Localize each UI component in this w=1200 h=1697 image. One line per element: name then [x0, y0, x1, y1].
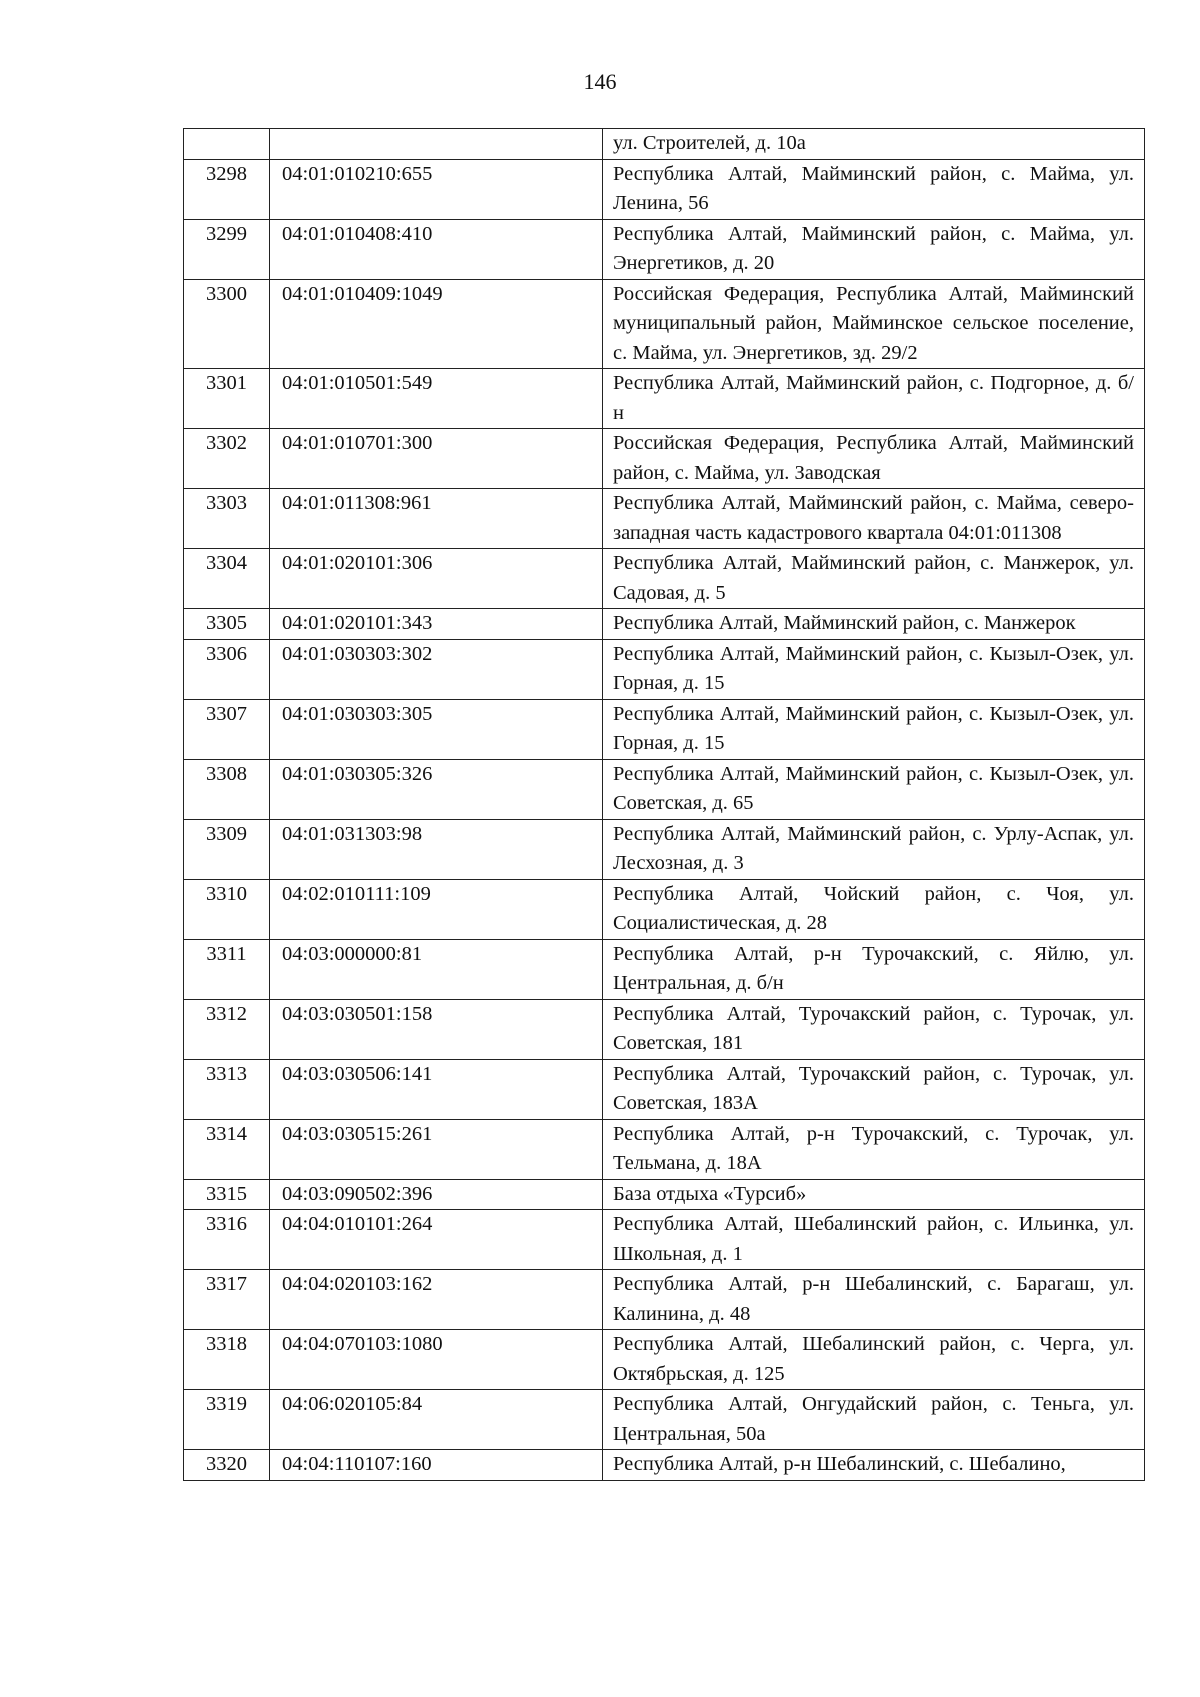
table-row — [184, 369, 1145, 429]
row-number-cell: 3318 — [184, 1330, 270, 1390]
cadastral-number-cell: 04:04:020103:162 — [270, 1270, 603, 1330]
row-number-cell: 3312 — [184, 999, 270, 1059]
address-cell: Российская Федерация, Республика Алтай, Майминский район, с. Майма, ул. Заводская — [603, 429, 1145, 489]
cadastral-number-cell: 04:02:010111:109 — [270, 879, 603, 939]
page-number: 146 — [583, 69, 617, 94]
row-number-cell: 3302 — [184, 429, 270, 489]
address-cell: Республика Алтай, р-н Турочакский, с. Турочак, ул. Тельмана, д. 18А — [603, 1119, 1145, 1179]
table-row — [184, 699, 1145, 759]
table-row — [184, 1210, 1145, 1270]
table-row — [184, 549, 1145, 609]
row-number-cell: 3300 — [184, 279, 270, 369]
row-number-cell: 3298 — [184, 159, 270, 219]
address-cell: Республика Алтай, Майминский район, с. Кызыл-Озек, ул. Советская, д. 65 — [603, 759, 1145, 819]
table-row — [184, 1450, 1145, 1481]
row-number-cell: 3308 — [184, 759, 270, 819]
address-cell: ул. Строителей, д. 10а — [603, 129, 1145, 160]
cadastral-number-cell: 04:03:030501:158 — [270, 999, 603, 1059]
table-row — [184, 129, 1145, 160]
row-number-cell: 3310 — [184, 879, 270, 939]
table-row — [184, 759, 1145, 819]
address-cell: Республика Алтай, Шебалинский район, с. Черга, ул. Октябрьская, д. 125 — [603, 1330, 1145, 1390]
row-number-cell: 3317 — [184, 1270, 270, 1330]
address-cell: Республика Алтай, Майминский район, с. Урлу-Аспак, ул. Лесхозная, д. 3 — [603, 819, 1145, 879]
cadastral-number-cell: 04:01:010409:1049 — [270, 279, 603, 369]
table-row — [184, 819, 1145, 879]
row-number-cell: 3316 — [184, 1210, 270, 1270]
table-row — [184, 939, 1145, 999]
cadastral-number-cell: 04:01:011308:961 — [270, 489, 603, 549]
cadastral-number-cell: 04:04:010101:264 — [270, 1210, 603, 1270]
address-cell: Республика Алтай, Майминский район, с. Майма, ул. Ленина, 56 — [603, 159, 1145, 219]
address-cell: Республика Алтай, Майминский район, с. Кызыл-Озек, ул. Горная, д. 15 — [603, 639, 1145, 699]
cadastral-number-cell: 04:01:010408:410 — [270, 219, 603, 279]
cadastral-number-cell: 04:03:090502:396 — [270, 1179, 603, 1210]
row-number-cell: 3313 — [184, 1059, 270, 1119]
cadastral-number-cell: 04:01:030303:305 — [270, 699, 603, 759]
cadastral-number-cell: 04:01:020101:343 — [270, 609, 603, 640]
table-row — [184, 279, 1145, 369]
table-row — [184, 1059, 1145, 1119]
address-cell: Республика Алтай, Майминский район, с. Манжерок — [603, 609, 1145, 640]
row-number-cell: 3304 — [184, 549, 270, 609]
cadastral-number-cell: 04:01:030305:326 — [270, 759, 603, 819]
row-number-cell: 3306 — [184, 639, 270, 699]
row-number-cell: 3319 — [184, 1390, 270, 1450]
address-cell: Республика Алтай, Майминский район, с. Майма, ул. Энергетиков, д. 20 — [603, 219, 1145, 279]
row-number-cell: 3307 — [184, 699, 270, 759]
address-cell: Республика Алтай, Майминский район, с. Манжерок, ул. Садовая, д. 5 — [603, 549, 1145, 609]
table-row — [184, 1119, 1145, 1179]
table-row — [184, 1179, 1145, 1210]
row-number-cell: 3314 — [184, 1119, 270, 1179]
cadastral-number-cell: 04:04:110107:160 — [270, 1450, 603, 1481]
row-number-cell: 3299 — [184, 219, 270, 279]
row-number-cell: 3320 — [184, 1450, 270, 1481]
row-number-cell: 3305 — [184, 609, 270, 640]
table-row — [184, 639, 1145, 699]
table-row — [184, 489, 1145, 549]
cadastral-number-cell: 04:06:020105:84 — [270, 1390, 603, 1450]
address-cell: Республика Алтай, Онгудайский район, с. Теньга, ул. Центральная, 50а — [603, 1390, 1145, 1450]
cadastral-number-cell: 04:01:020101:306 — [270, 549, 603, 609]
address-cell: Республика Алтай, Шебалинский район, с. Ильинка, ул. Школьная, д. 1 — [603, 1210, 1145, 1270]
table-row — [184, 879, 1145, 939]
table-row — [184, 219, 1145, 279]
cadastral-number-cell: 04:03:000000:81 — [270, 939, 603, 999]
address-cell: Республика Алтай, Чойский район, с. Чоя, ул. Социалистическая, д. 28 — [603, 879, 1145, 939]
row-number-cell: 3301 — [184, 369, 270, 429]
cadastral-number-cell: 04:03:030515:261 — [270, 1119, 603, 1179]
cadastral-number-cell: 04:03:030506:141 — [270, 1059, 603, 1119]
cadastral-number-cell: 04:04:070103:1080 — [270, 1330, 603, 1390]
address-cell: Республика Алтай, р-н Турочакский, с. Яйлю, ул. Центральная, д. б/н — [603, 939, 1145, 999]
address-cell: Республика Алтай, Майминский район, с. Кызыл-Озек, ул. Горная, д. 15 — [603, 699, 1145, 759]
address-cell: Республика Алтай, Турочакский район, с. Турочак, ул. Советская, 183А — [603, 1059, 1145, 1119]
table-row — [184, 1270, 1145, 1330]
row-number-cell: 3311 — [184, 939, 270, 999]
address-cell: Республика Алтай, р-н Шебалинский, с. Шебалино, — [603, 1450, 1145, 1481]
address-cell: Республика Алтай, Турочакский район, с. Турочак, ул. Советская, 181 — [603, 999, 1145, 1059]
table-row — [184, 999, 1145, 1059]
address-cell: Российская Федерация, Республика Алтай, Майминский муниципальный район, Майминское сельское поселение, с. Майма, ул. Энергетиков, зд. 29/2 — [603, 279, 1145, 369]
row-number-cell: 3315 — [184, 1179, 270, 1210]
cadastral-number-cell — [270, 129, 603, 160]
cadastral-number-cell: 04:01:010701:300 — [270, 429, 603, 489]
row-number-cell — [184, 129, 270, 160]
cadastral-number-cell: 04:01:031303:98 — [270, 819, 603, 879]
address-cell: Республика Алтай, р-н Шебалинский, с. Барагаш, ул. Калинина, д. 48 — [603, 1270, 1145, 1330]
table-row — [184, 1330, 1145, 1390]
table-body — [184, 129, 1145, 1481]
table-row — [184, 1390, 1145, 1450]
table-row — [184, 609, 1145, 640]
row-number-cell: 3303 — [184, 489, 270, 549]
address-cell: Республика Алтай, Майминский район, с. Подгорное, д. б/н — [603, 369, 1145, 429]
cadastral-number-cell: 04:01:010501:549 — [270, 369, 603, 429]
table-row — [184, 429, 1145, 489]
property-table — [183, 128, 1145, 1481]
table-row — [184, 159, 1145, 219]
row-number-cell: 3309 — [184, 819, 270, 879]
cadastral-number-cell: 04:01:030303:302 — [270, 639, 603, 699]
address-cell: База отдыха «Турсиб» — [603, 1179, 1145, 1210]
cadastral-number-cell: 04:01:010210:655 — [270, 159, 603, 219]
address-cell: Республика Алтай, Майминский район, с. Майма, северо-западная часть кадастрового квартала 04:01:011308 — [603, 489, 1145, 549]
